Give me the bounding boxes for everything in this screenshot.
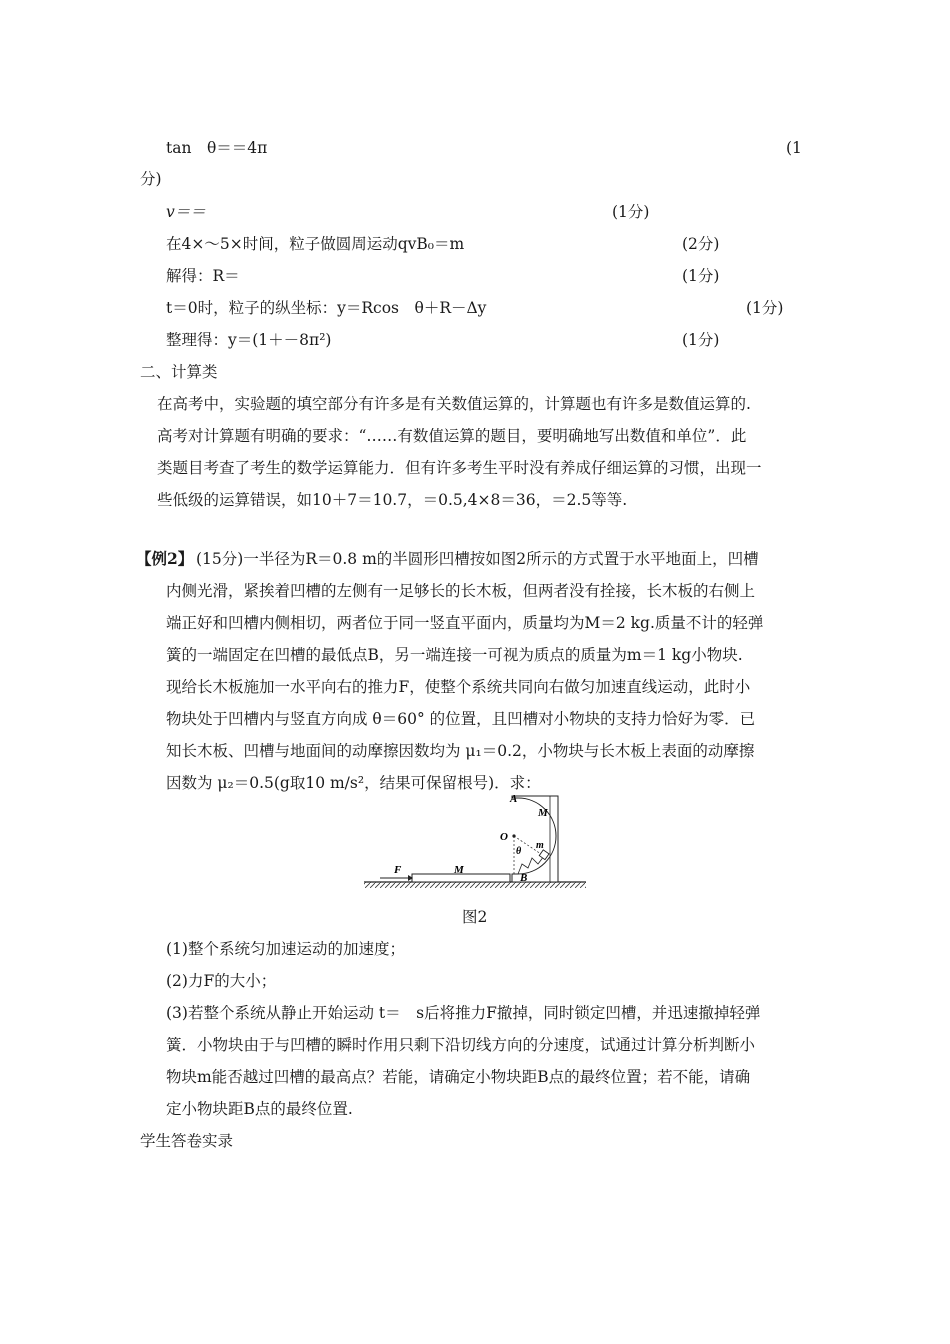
solution-line-1-wrap: 分) — [140, 170, 162, 188]
section-para-line: 些低级的运算错误，如10＋7＝10.7，＝0.5,4×8＝36，＝2.5等等. — [157, 491, 628, 509]
example-line: 知长木板、凹槽与地面间的动摩擦因数均为 μ₁＝0.2，小物块与长木板上表面的动摩擦 — [166, 742, 755, 760]
label-a: A — [510, 793, 518, 805]
section-heading: 二、计算类 — [140, 363, 218, 381]
example-tag: 【例2】 — [136, 549, 194, 568]
ground-hatch — [364, 882, 586, 888]
figure-caption: 图2 — [462, 908, 488, 926]
solution-line-4: 解得：R＝ — [166, 267, 240, 285]
example-line: 物块处于凹槽内与竖直方向成 θ＝60° 的位置，且凹槽对小物块的支持力恰好为零．已 — [166, 710, 756, 728]
solution-line-1-points: (1 — [786, 139, 802, 157]
solution-line-2-points: (1分) — [612, 203, 650, 221]
solution-line-6-points: (1分) — [682, 331, 720, 349]
section-para-line: 高考对计算题有明确的要求：“……有数值运算的题目，要明确地写出数值和单位”．此 — [157, 427, 747, 445]
solution-line-5: t＝0时，粒子的纵坐标：y＝Rcos θ＋R－Δy — [166, 299, 487, 317]
label-m-block: m — [536, 840, 544, 851]
question-line: 定小物块距B点的最终位置. — [166, 1100, 353, 1118]
example-line: 端正好和凹槽内侧相切，两者位于同一竖直平面内，质量均为M＝2 kg.质量不计的轻弹 — [166, 614, 764, 632]
example-line: 因数为 μ₂＝0.5(g取10 m/s²，结果可保留根号)．求： — [166, 774, 541, 792]
solution-line-6: 整理得：y＝(1＋－8π²) — [166, 331, 332, 349]
section-para-line: 在高考中，实验题的填空部分有许多是有关数值运算的，计算题也有许多是数值运算的. — [157, 395, 751, 413]
label-b: B — [520, 872, 528, 884]
label-m-groove: M — [538, 807, 548, 819]
example-line: 簧的一端固定在凹槽的最低点B，另一端连接一可视为质点的质量为m＝1 kg小物块. — [166, 646, 743, 664]
solution-line-4-points: (1分) — [682, 267, 720, 285]
example-line: 内侧光滑，紧挨着凹槽的左侧有一足够长的长木板，但两者没有拴接，长木板的右侧上 — [166, 582, 756, 600]
label-m-board: M — [454, 864, 464, 876]
question-line: 物块m能否越过凹槽的最高点？若能，请确定小物块距B点的最终位置；若不能，请确 — [166, 1068, 751, 1086]
example-line: 现给长木板施加一水平向右的推力F，使整个系统共同向右做匀加速直线运动，此时小 — [166, 678, 751, 696]
label-theta: θ — [516, 846, 522, 857]
question-line: (1)整个系统匀加速运动的加速度； — [166, 940, 405, 958]
question-line: (2)力F的大小； — [166, 972, 277, 990]
solution-line-3: 在4×～5×时间，粒子做圆周运动qvB₀＝m — [166, 235, 465, 253]
footer-heading: 学生答卷实录 — [140, 1132, 234, 1150]
section-para-line: 类题目考查了考生的数学运算能力．但有许多考生平时没有养成仔细运算的习惯，出现一 — [157, 459, 762, 477]
groove-figure — [360, 788, 590, 894]
question-line: 簧．小物块由于与凹槽的瞬时作用只剩下沿切线方向的分速度，试通过计算分析判断小 — [166, 1036, 756, 1054]
solution-line-3-points: (2分) — [682, 235, 720, 253]
example-line: (15分)一半径为R＝0.8 m的半圆形凹槽按如图2所示的方式置于水平地面上，凹槽 — [196, 550, 759, 568]
solution-line-1: tan θ＝＝4π — [166, 139, 268, 157]
solution-line-5-points: (1分) — [746, 299, 784, 317]
small-block — [539, 850, 549, 860]
question-line: (3)若整个系统从静止开始运动 t＝ s后将推力F撤掉，同时锁定凹槽，并迅速撤掉轻弹 — [166, 1004, 761, 1022]
label-f: F — [394, 864, 402, 876]
solution-line-2: v＝＝ — [166, 203, 206, 221]
label-o: O — [500, 831, 508, 843]
